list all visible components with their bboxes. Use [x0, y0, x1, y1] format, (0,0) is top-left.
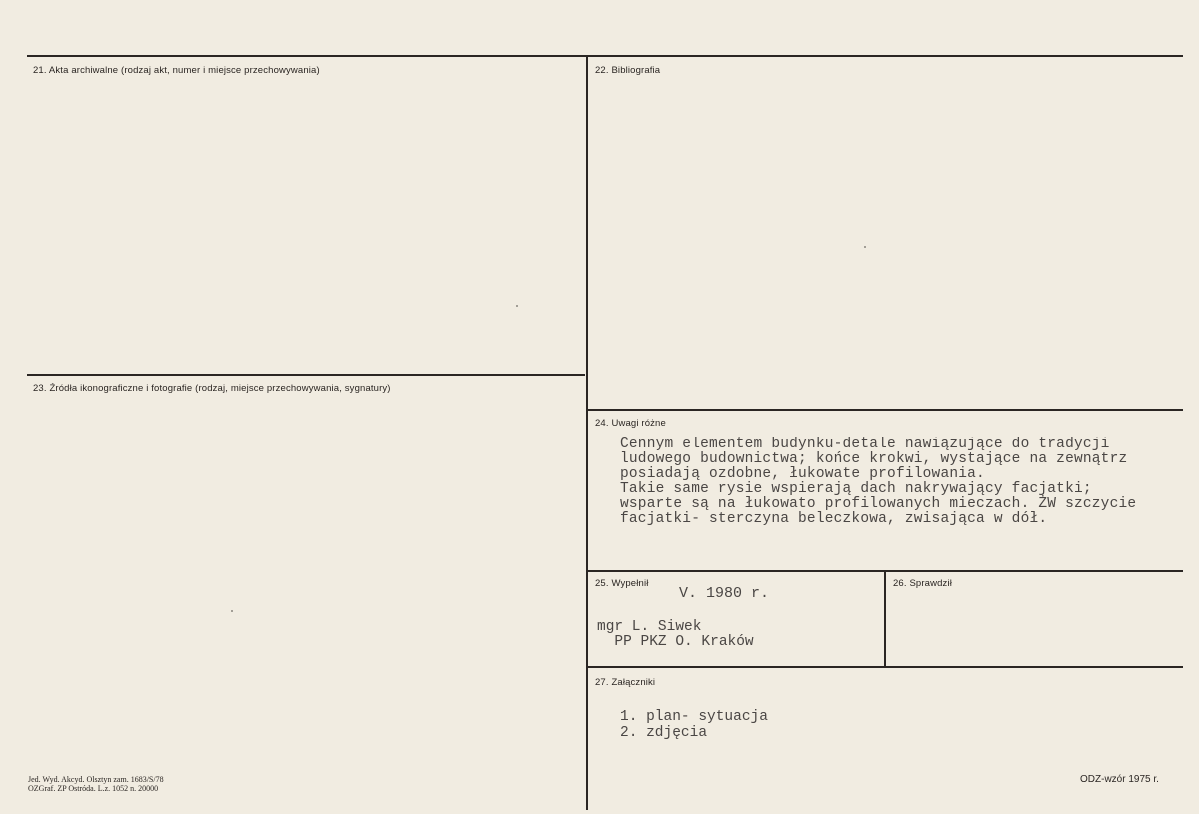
section-21-label: 21. Akta archiwalne (rodzaj akt, numer i miejsce przechowywania) — [33, 65, 320, 76]
section-24-label: 24. Uwagi różne — [595, 418, 666, 429]
section-25-author: mgr L. Siwek PP PKZ O. Kraków — [597, 619, 754, 650]
section-27-label: 27. Załączniki — [595, 677, 656, 688]
center-divider — [586, 56, 588, 810]
form-template-id: ODZ-wzór 1975 r. — [1080, 774, 1159, 785]
divider-25-26 — [884, 571, 886, 667]
attachment-item-1: 1. plan- sytuacja — [620, 709, 768, 725]
left-mid-rule — [27, 374, 585, 376]
section-25-label: 25. Wypełnił — [595, 578, 649, 589]
section-23-label: 23. Źródła ikonograficzne i fotografie (rodzaj, miejsce przechowywania, sygnatury) — [33, 383, 391, 394]
section-24-remarks-text: Cennym elementem budynku-detale nawiązujące do tradycji ludowego budownictwa; końce krokwi, wystające na zewnątrz posiadają ozdobne, łukowate profilowania. Takie same rysie wspierają dach nakrywający facjatki; wsparte są na łukowato profilowanych mieczach. ŻW szczycie facjatki- sterczyna beleczkowa, zwisająca w dół. — [620, 437, 1137, 527]
paper-speck — [864, 246, 866, 248]
section-22-label: 22. Bibliografia — [595, 65, 661, 76]
paper-speck — [231, 610, 233, 612]
section-25-date: V. 1980 r. — [679, 585, 770, 602]
attachment-item-2: 2. zdjęcia — [620, 725, 708, 741]
right-rule-27 — [587, 666, 1183, 668]
printer-imprint-line-2: OZGraf. ZP Ostróda. L.z. 1052 n. 20000 — [28, 784, 159, 793]
printer-imprint-line-1: Jed. Wyd. Akcyd. Olsztyn zam. 1683/S/78 — [28, 775, 164, 784]
top-rule — [27, 55, 1183, 57]
section-26-label: 26. Sprawdził — [893, 578, 952, 589]
paper-speck — [516, 305, 518, 307]
right-rule-24 — [587, 409, 1183, 411]
